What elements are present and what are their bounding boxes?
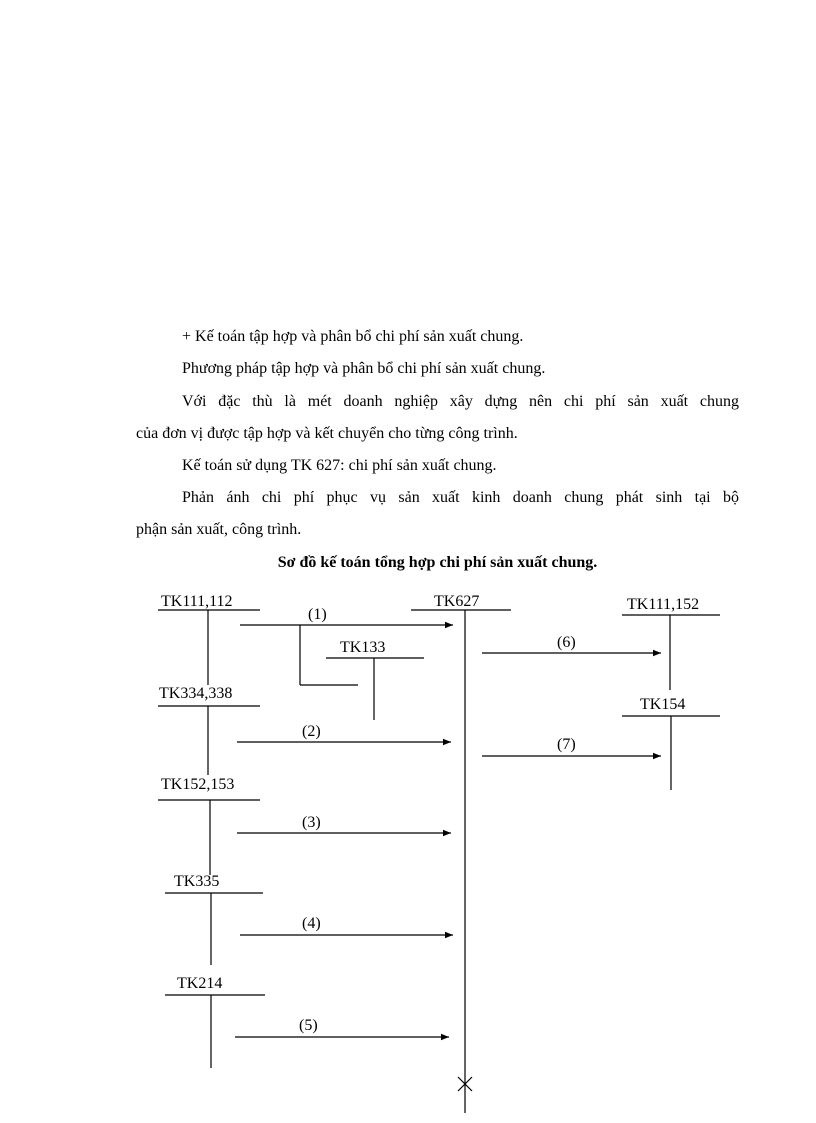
paragraph-characteristic-line2: của đơn vị được tập hợp và kết chuyển cho từng công trình. (136, 425, 518, 442)
flow-6 (482, 634, 661, 653)
account-tk154 (622, 696, 720, 790)
flow-label-6: (6) (557, 634, 576, 651)
account-label-tk111-152: TK111,152 (627, 596, 700, 613)
paragraph-heading: + Kế toán tập hợp và phân bổ chi phí sản xuất chung. (182, 328, 524, 345)
flow-4 (240, 915, 453, 935)
account-tk627 (411, 593, 511, 1113)
flow-3 (237, 814, 451, 833)
paragraph-reflects-line2: phận sản xuất, công trình. (136, 521, 302, 538)
account-label-tk133: TK133 (340, 639, 386, 656)
paragraph-characteristic-line1: Với đặc thù là mét doanh nghiệp xây dựng nên chi phí sản xuất chung (182, 393, 739, 410)
account-label-tk335: TK335 (174, 873, 220, 890)
flow-label-2: (2) (302, 723, 321, 740)
paragraph-reflects-line1: Phản ánh chi phí phục vụ sản xuất kinh doanh chung phát sinh tại bộ (182, 489, 739, 506)
account-label-tk154: TK154 (640, 696, 686, 713)
account-tk335 (165, 873, 263, 965)
flow-5 (235, 1017, 449, 1037)
account-tk334-338 (158, 685, 260, 775)
diagram-title: Sơ đồ kế toán tổng hợp chi phí sản xuất chung. (277, 554, 598, 571)
flow-label-4: (4) (302, 915, 321, 932)
flow-2 (237, 723, 451, 742)
account-tk133 (326, 639, 424, 720)
flow-label-1: (1) (308, 606, 327, 623)
account-tk111-152 (622, 596, 720, 690)
paragraph-account-used: Kế toán sử dụng TK 627: chi phí sản xuất chung. (182, 457, 497, 474)
account-label-tk334-338: TK334,338 (159, 685, 233, 702)
flow-7 (482, 736, 661, 756)
account-label-tk214: TK214 (177, 975, 223, 992)
flow-label-7: (7) (557, 736, 576, 753)
account-label-tk152-153: TK152,153 (161, 776, 235, 793)
paragraph-method: Phương pháp tập hợp và phân bổ chi phí sản xuất chung. (182, 360, 546, 377)
account-tk111-112 (158, 593, 260, 685)
account-label-tk627: TK627 (434, 593, 480, 610)
account-label-tk111-112: TK111,112 (161, 593, 233, 610)
flow-label-3: (3) (302, 814, 321, 831)
account-tk152-153 (158, 776, 260, 875)
flow-label-5: (5) (299, 1017, 318, 1034)
account-tk214 (165, 975, 265, 1068)
